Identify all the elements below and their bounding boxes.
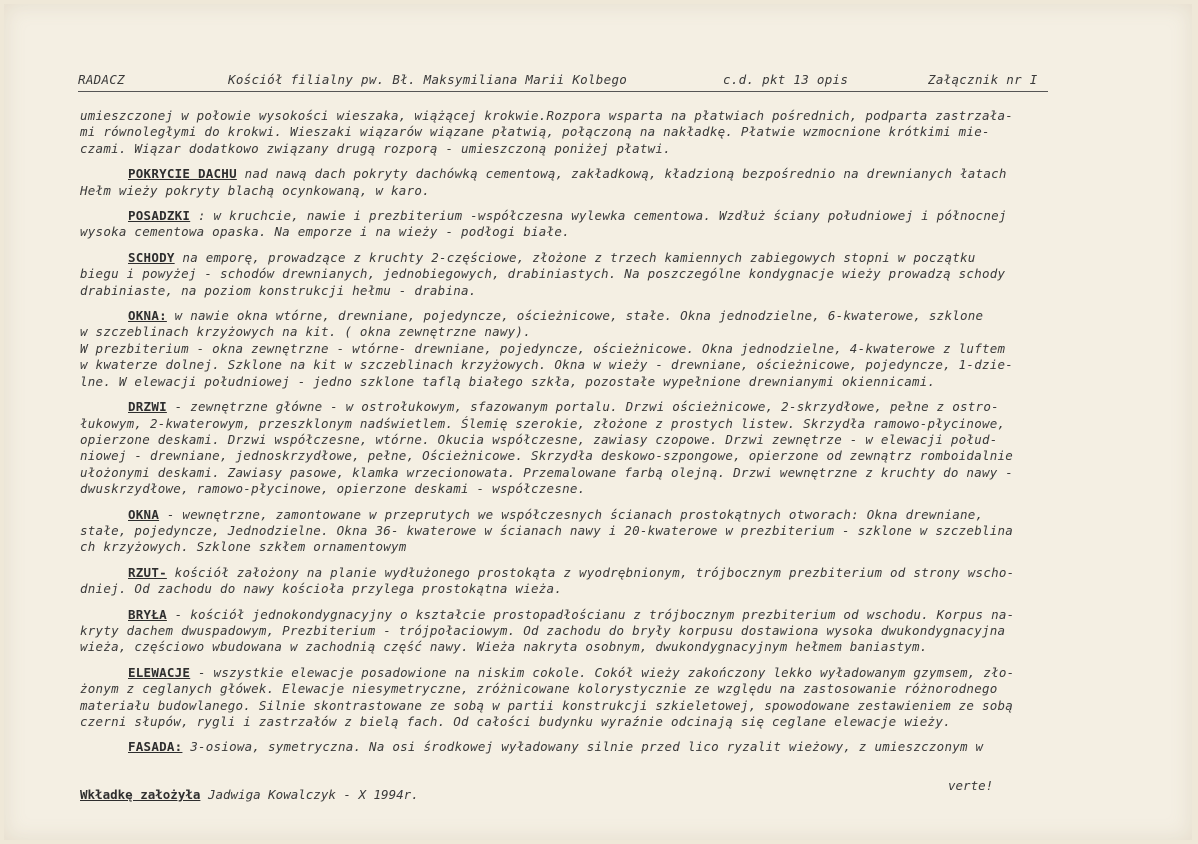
- header-title: Kościół filialny pw. Bł. Maksymiliana Marii Kolbego: [228, 72, 628, 87]
- paragraph: [80, 507, 1095, 556]
- document-body: [80, 108, 1095, 765]
- paragraph: [80, 739, 1095, 755]
- text-line: [80, 507, 1095, 523]
- line-text: ułożonymi deskami. Zawiasy pasowe, klamka wrzecionowata. Przemalowane farbą olejną. Drzwi wewnętrzne z kruchty do nawy -: [80, 464, 1014, 480]
- text-line: [80, 250, 1095, 266]
- text-line: [80, 416, 1095, 432]
- line-text: 3-osiowa, symetryczna. Na osi środkowej wyładowany silnie przed lico ryzalit wieżowy, z umieszczonym w: [182, 739, 984, 755]
- text-line: [80, 565, 1095, 581]
- text-line: [80, 374, 1095, 390]
- section-heading: DRZWI: [128, 399, 167, 415]
- section-heading: RZUT-: [128, 564, 167, 580]
- text-line: [80, 581, 1095, 597]
- line-text: kryty dachem dwuspadowym, Prezbiterium - trójpołaciowym. Od zachodu do bryły korpusu dostawiona wysoka dwukondygnacyjna: [80, 622, 1006, 638]
- text-line: [80, 208, 1095, 224]
- line-text: dwuskrzydłowe, ramowo-płycinowe, opierzone deskami - współczesne.: [80, 481, 586, 497]
- text-line: [80, 465, 1095, 481]
- text-line: [80, 308, 1095, 324]
- text-line: [80, 324, 1095, 340]
- paragraph: [80, 166, 1095, 199]
- text-line: [80, 108, 1095, 124]
- text-line: [80, 166, 1095, 182]
- footer-author: Jadwiga Kowalczyk - X 1994r.: [200, 787, 419, 802]
- text-line: [80, 448, 1095, 464]
- text-line: [80, 141, 1095, 157]
- line-text: lne. W elewacji południowej - jedno szklone taflą białego szkła, pozostałe wypełnione drewnianymi okiennicami.: [80, 373, 936, 389]
- line-text: łukowym, 2-kwaterowym, przeszklonym nadświetlem. Ślemię szerokie, złożone z prostych listew. Skrzydła ramowo-płycinowe,: [80, 415, 1006, 431]
- line-text: w nawie okna wtórne, drewniane, pojedyncze, ościeżnicowe, stałe. Okna jednodzielne, 6-kwaterowe, szklone: [166, 308, 984, 324]
- line-text: niowej - drewniane, jednoskrzydłowe, pełne, Ościeżnicowe. Skrzydła deskowo-szpongowe, opierzone od zewnątrz romboidalnie: [80, 448, 1014, 464]
- line-text: wysoka cementowa opaska. Na emporze i na wieży - podłogi białe.: [80, 224, 570, 240]
- paragraph: [80, 665, 1095, 731]
- header-divider: [78, 91, 1048, 92]
- section-heading: FASADA:: [128, 739, 183, 755]
- line-text: - wewnętrzne, zamontowane w przeprutych we współczesnych ścianach prostokątnych otworach: Okna drewniane,: [159, 506, 984, 522]
- line-text: biegu i powyżej - schodów drewnianych, jednobiegowych, drabiniastych. Na poszczególne kondygnacje wieży prowadzą schody: [80, 266, 1006, 282]
- line-text: w szczeblinach krzyżowych na kit. ( okna zewnętrzne nawy).: [80, 324, 531, 340]
- text-line: [80, 266, 1095, 282]
- section-heading: ELEWACJE: [128, 664, 191, 680]
- paragraph: [80, 250, 1095, 299]
- line-text: żonym z ceglanych główek. Elewacje niesymetryczne, zróżnicowane kolorystycznie ze względu na zastosowanie różnorodnego: [80, 681, 998, 697]
- paragraph: [80, 565, 1095, 598]
- line-text: mi równoległymi do krokwi. Wieszaki wiązarów wiązane płatwią, połączoną na nakładkę. Płatwie wzmocnione krótkimi mie-: [80, 124, 990, 140]
- text-line: [80, 739, 1095, 755]
- verte-note: verte!: [948, 778, 994, 793]
- line-text: W prezbiterium - okna zewnętrzne - wtórne- drewniane, pojedyncze, ościeżnicowe. Okna jednodzielne, 4-kwaterowe z luftem: [80, 340, 1006, 356]
- line-text: : w kruchcie, nawie i prezbiterium -współczesna wylewka cementowa. Wzdłuż ściany południowej i północnej: [190, 208, 1007, 224]
- line-text: czami. Wiązar dodatkowo związany drugą rozporą - umieszczoną poniżej płatwi.: [80, 140, 671, 156]
- header-attachment: Załącznik nr I: [928, 72, 1038, 87]
- line-text: umieszczonej w połowie wysokości wieszaka, wiążącej krokwie.Rozpora wsparta na płatwiach pośrednich, podparta zastrzała-: [80, 108, 1014, 123]
- section-heading: POKRYCIE DACHU: [128, 166, 237, 182]
- line-text: - kościół jednokondygnacyjny o kształcie prostopadłościanu z trójbocznym prezbiterium od wschodu. Korpus na-: [166, 606, 1015, 622]
- section-heading: POSADZKI: [128, 208, 191, 224]
- text-line: [80, 183, 1095, 199]
- line-text: materiału budowlanego. Silnie skontrastowane ze sobą w partii konstrukcji szkieletowej, spowodowane zestawieniem ze sobą: [80, 697, 1014, 713]
- line-text: stałe, pojedyncze, Jednodzielne. Okna 36- kwaterowe w ścianach nawy i 20-kwaterowe w prezbiterium - szklone w szczeblina: [80, 522, 1014, 538]
- line-text: Hełm wieży pokryty blachą ocynkowaną, w karo.: [80, 182, 430, 198]
- text-line: [80, 523, 1095, 539]
- line-text: - wszystkie elewacje posadowione na niskim cokole. Cokół wieży zakończony lekko wyładowanym gzymsem, zło-: [190, 664, 1015, 680]
- text-line: [80, 283, 1095, 299]
- text-line: [80, 224, 1095, 240]
- paragraph: [80, 208, 1095, 241]
- text-line: [80, 124, 1095, 140]
- section-heading: OKNA:: [128, 308, 167, 324]
- text-line: [80, 698, 1095, 714]
- line-text: dniej. Od zachodu do nawy kościoła przylega prostokątna wieża.: [80, 581, 563, 597]
- text-line: [80, 607, 1095, 623]
- line-text: drabiniaste, na poziom konstrukcji hełmu - drabina.: [80, 282, 477, 298]
- line-text: w kwaterze dolnej. Szklone na kit w szczeblinach krzyżowych. Okna w wieży - drewniane, ościeżnicowe, pojedyncze, 1-dzie-: [80, 357, 1014, 373]
- text-line: [80, 639, 1095, 655]
- header-author: RADACZ: [78, 72, 125, 87]
- section-heading: SCHODY: [128, 249, 175, 265]
- paragraph: [80, 607, 1095, 656]
- text-line: [80, 681, 1095, 697]
- text-line: [80, 623, 1095, 639]
- text-line: [80, 539, 1095, 555]
- text-line: [80, 357, 1095, 373]
- line-text: ch krzyżowych. Szklone szkłem ornamentowym: [80, 539, 407, 555]
- line-text: nad nawą dach pokryty dachówką cementową, zakładkową, kładzioną bezpośrednio na drewnianych łatach: [236, 166, 1007, 182]
- line-text: kościół założony na planie wydłużonego prostokąta z wyodrębnionym, trójbocznym prezbiterium od strony wscho-: [166, 564, 1015, 580]
- paragraph: [80, 308, 1095, 390]
- text-line: [80, 341, 1095, 357]
- text-line: [80, 481, 1095, 497]
- text-line: [80, 399, 1095, 415]
- line-text: wieża, częściowo wbudowana w zachodnią część nawy. Wieża nakryta osobnym, dwukondygnacyjnym hełmem baniastym.: [80, 639, 928, 655]
- text-line: [80, 432, 1095, 448]
- line-text: na emporę, prowadzące z kruchty 2-częściowe, złożone z trzech kamiennych zabiegowych stopni w początku: [174, 249, 976, 265]
- footer-label: Wkładkę założyła: [80, 787, 201, 802]
- section-heading: BRYŁA: [128, 606, 167, 622]
- section-heading: OKNA: [128, 506, 160, 522]
- text-line: [80, 665, 1095, 681]
- line-text: czerni słupów, rygli i zastrzałów z bielą fach. Od całości budynku wyraźnie odcinają się ceglane elewacje wieży.: [80, 714, 951, 729]
- text-line: [80, 714, 1095, 730]
- line-text: - zewnętrzne główne - w ostrołukowym, sfazowanym portalu. Drzwi ościeżnicowe, 2-skrzydłowe, pełne z ostro-: [166, 399, 999, 415]
- line-text: opierzone deskami. Drzwi współczesne, wtórne. Okucia współczesne, zawiasy czopowe. Drzwi zewnętrze - w elewacji połud-: [80, 431, 998, 447]
- header-reference: c.d. pkt 13 opis: [723, 72, 849, 87]
- document-footer: [80, 787, 419, 802]
- paragraph: [80, 399, 1095, 497]
- paragraph: [80, 108, 1095, 157]
